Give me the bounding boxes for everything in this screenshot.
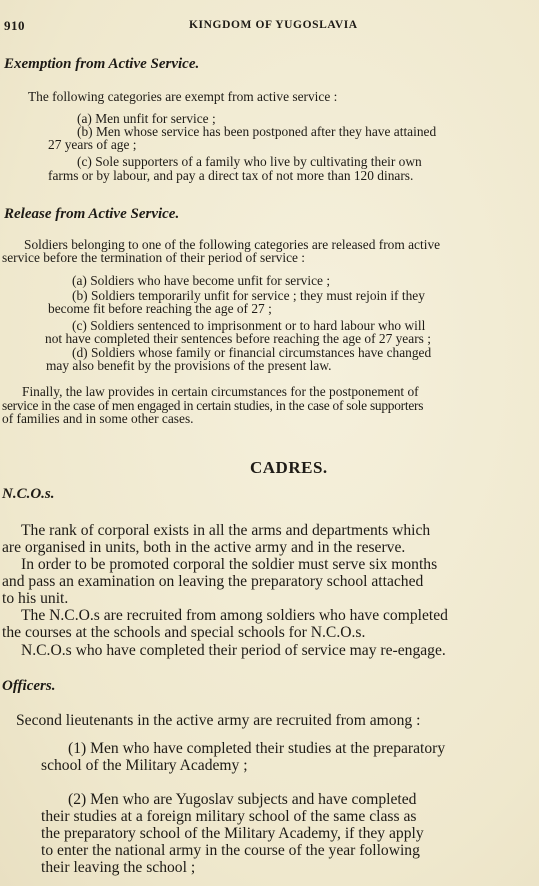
exemption-item-c-cont: farms or by labour, and pay a direct tax of not more than 120 dinars.: [48, 168, 414, 183]
release-item-d-cont: may also benefit by the provisions of the present law.: [46, 358, 332, 373]
release-heading: Release from Active Service.: [4, 206, 180, 222]
release-item-c: (c) Soldiers sentenced to imprisonment or to hard labour who will: [72, 318, 426, 333]
officers-item-1-cont: school of the Military Academy ;: [41, 757, 248, 774]
nco-heading: N.C.O.s.: [2, 486, 55, 502]
release-finally-cont: service in the case of men engaged in certain studies, in the case of sole supporters: [2, 398, 424, 413]
exemption-item-c: (c) Sole supporters of a family who live by cultivating their own: [77, 154, 422, 169]
release-item-d: (d) Soldiers whose family or financial circumstances have changed: [72, 345, 432, 360]
nco-line-3: In order to be promoted corporal the soldier must serve six months: [21, 556, 438, 573]
nco-line-4: and pass an examination on leaving the preparatory school attached: [2, 573, 424, 590]
officers-item-2-cont-1: their studies at a foreign military school of the same class as: [41, 808, 417, 825]
officers-heading: Officers.: [2, 678, 56, 694]
page-number: 910: [4, 18, 25, 33]
officers-item-2-cont-4: their leaving the school ;: [41, 859, 196, 876]
nco-line-8: N.C.O.s who have completed their period of service may re-engage.: [21, 642, 446, 659]
officers-item-2-cont-3: to enter the national army in the course of the year following: [41, 842, 420, 859]
nco-line-7: the courses at the schools and special schools for N.C.O.s.: [2, 624, 366, 641]
release-item-c-cont: not have completed their sentences before reaching the age of 27 years ;: [45, 331, 431, 346]
officers-item-2: (2) Men who are Yugoslav subjects and have completed: [68, 791, 417, 808]
running-head: KINGDOM OF YUGOSLAVIA: [189, 19, 358, 31]
release-finally-end: of families and in some other cases.: [2, 411, 194, 426]
officers-intro: Second lieutenants in the active army are recruited from among :: [16, 712, 421, 729]
release-item-a: (a) Soldiers who have become unfit for service ;: [72, 273, 331, 288]
exemption-item-b: (b) Men whose service has been postponed after they have attained: [77, 124, 437, 139]
page-header: [4, 18, 539, 34]
nco-line-2: are organised in units, both in the active army and in the reserve.: [2, 539, 406, 556]
officers-item-1: (1) Men who have completed their studies at the preparatory: [68, 740, 446, 757]
exemption-item-a: (a) Men unfit for service ;: [77, 111, 216, 126]
release-intro: Soldiers belonging to one of the following categories are released from active: [24, 237, 441, 252]
exemption-intro: The following categories are exempt from active service :: [28, 89, 338, 104]
cadres-title: CADRES.: [250, 458, 328, 477]
nco-line-5: to his unit.: [2, 590, 69, 607]
nco-line-6: The N.C.O.s are recruited from among soldiers who have completed: [21, 607, 448, 624]
release-intro-cont: service before the termination of their period of service :: [2, 250, 306, 265]
release-finally: Finally, the law provides in certain circumstances for the postponement of: [22, 384, 419, 399]
release-item-b: (b) Soldiers temporarily unfit for service ; they must rejoin if they: [72, 288, 425, 303]
exemption-item-b-cont: 27 years of age ;: [48, 137, 137, 152]
release-item-b-cont: become fit before reaching the age of 27 ;: [48, 301, 272, 316]
exemption-heading: Exemption from Active Service.: [4, 56, 200, 72]
officers-item-2-cont-2: the preparatory school of the Military Academy, if they apply: [41, 825, 424, 842]
nco-line-1: The rank of corporal exists in all the arms and departments which: [21, 522, 431, 539]
